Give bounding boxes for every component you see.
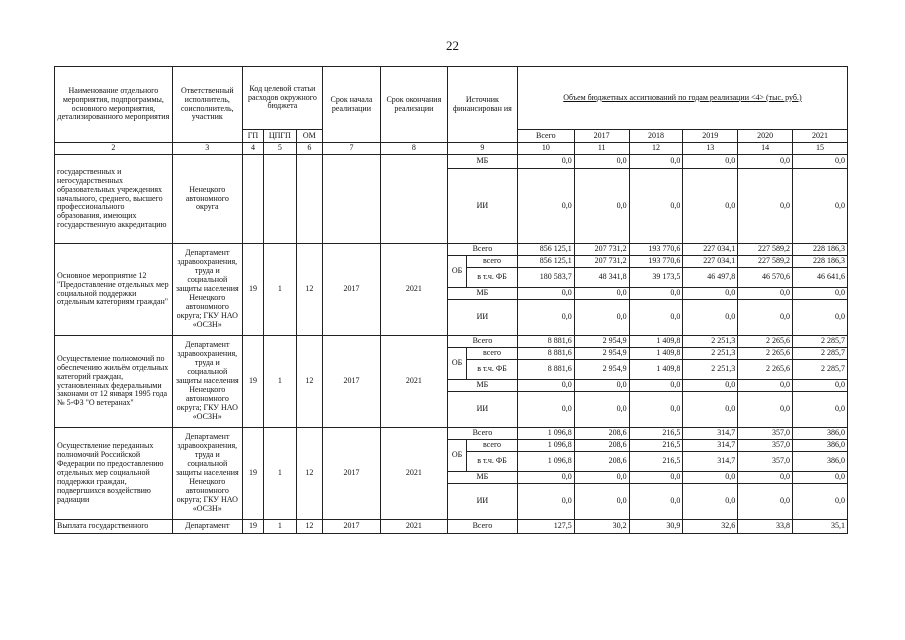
value-year: 386,0: [793, 440, 848, 452]
value-year: 35,1: [793, 520, 848, 534]
header-end: Срок окончания реализации: [380, 67, 447, 143]
source-label: МБ: [447, 288, 517, 300]
source-label: МБ: [447, 155, 517, 169]
value-year: 227 589,2: [738, 244, 793, 256]
value-year: 1 409,8: [629, 336, 683, 348]
value-year: 0,0: [738, 484, 793, 520]
value-total: 1 096,8: [517, 440, 574, 452]
value-total: 180 583,7: [517, 268, 574, 288]
value-year: 0,0: [574, 169, 629, 244]
value-year: 2 954,9: [574, 360, 629, 380]
column-index: 3: [172, 143, 242, 155]
header-ctgp: ЦПГП: [264, 130, 296, 143]
value-year: 2 954,9: [574, 348, 629, 360]
header-volume: Объем бюджетных ассигнований по годам реализации <4> (тыс. руб.): [563, 92, 802, 102]
code-ctgp: 1: [264, 244, 296, 336]
value-year: 0,0: [793, 472, 848, 484]
table-row: [55, 336, 848, 348]
end-year: 2021: [380, 336, 447, 428]
source-label: ИИ: [447, 300, 517, 336]
value-year: 207 731,2: [574, 244, 629, 256]
value-year: 0,0: [793, 300, 848, 336]
value-total: 1 096,8: [517, 428, 574, 440]
value-year: 2 285,7: [793, 348, 848, 360]
code-ctgp: 1: [264, 336, 296, 428]
value-total: 0,0: [517, 472, 574, 484]
header-volume-cell: [517, 67, 847, 130]
value-year: 0,0: [629, 300, 683, 336]
value-year: 0,0: [574, 288, 629, 300]
value-year: 216,5: [629, 440, 683, 452]
value-year: 30,9: [629, 520, 683, 534]
code-gp: [242, 155, 263, 244]
value-year: 2 251,3: [683, 336, 738, 348]
value-year: 2 265,6: [738, 360, 793, 380]
value-year: 0,0: [683, 155, 738, 169]
value-year: 0,0: [793, 169, 848, 244]
column-index: 2: [55, 143, 173, 155]
value-year: 0,0: [574, 484, 629, 520]
source-label: Всего: [447, 520, 517, 534]
value-year: 0,0: [683, 380, 738, 392]
value-year: 216,5: [629, 428, 683, 440]
column-index: 5: [264, 143, 296, 155]
code-om: 12: [296, 428, 322, 520]
value-year: 0,0: [738, 300, 793, 336]
start-year: 2017: [323, 244, 381, 336]
value-year: 0,0: [793, 288, 848, 300]
header-year: 2018: [629, 130, 683, 143]
value-year: 2 285,7: [793, 336, 848, 348]
value-year: 193 770,6: [629, 244, 683, 256]
value-year: 193 770,6: [629, 256, 683, 268]
source-label: всего: [467, 348, 518, 360]
measure-name: Выплата государственного: [55, 520, 173, 534]
value-year: 0,0: [793, 155, 848, 169]
value-year: 357,0: [738, 452, 793, 472]
value-year: 0,0: [738, 392, 793, 428]
value-year: 1 409,8: [629, 348, 683, 360]
value-year: 33,8: [738, 520, 793, 534]
column-index: 8: [380, 143, 447, 155]
value-year: 0,0: [683, 288, 738, 300]
value-total: 8 881,6: [517, 348, 574, 360]
value-year: 0,0: [574, 392, 629, 428]
value-year: 314,7: [683, 440, 738, 452]
value-year: 0,0: [629, 169, 683, 244]
value-total: 0,0: [517, 155, 574, 169]
value-year: 0,0: [683, 392, 738, 428]
value-year: 2 251,3: [683, 348, 738, 360]
code-ctgp: 1: [264, 428, 296, 520]
source-label: ИИ: [447, 392, 517, 428]
value-year: 0,0: [793, 392, 848, 428]
measure-name: Осуществление полномочий по обеспечению жильём отдельных категорий граждан, установленных федеральными законами от 12 января 1995 года № 5-ФЗ "О ветеранах": [55, 336, 173, 428]
value-year: 208,6: [574, 428, 629, 440]
executor: Департамент: [172, 520, 242, 534]
value-year: 0,0: [683, 300, 738, 336]
value-year: 48 341,8: [574, 268, 629, 288]
value-year: 227 034,1: [683, 244, 738, 256]
column-index: 13: [683, 143, 738, 155]
column-index: 15: [793, 143, 848, 155]
source-label: в т.ч. ФБ: [467, 360, 518, 380]
value-year: 0,0: [629, 484, 683, 520]
code-gp: 19: [242, 336, 263, 428]
measure-name: Осуществление переданных полномочий Российской Федерации по предоставлению отдельных мер социальной поддержки граждан, подвергшихся воздействию радиации: [55, 428, 173, 520]
value-year: 314,7: [683, 452, 738, 472]
column-index: 9: [447, 143, 517, 155]
column-index: 11: [574, 143, 629, 155]
source-label: в т.ч. ФБ: [467, 452, 518, 472]
value-year: 357,0: [738, 428, 793, 440]
start-year: 2017: [323, 336, 381, 428]
value-year: 46 497,8: [683, 268, 738, 288]
start-year: [323, 155, 381, 244]
value-year: 216,5: [629, 452, 683, 472]
header-year: 2021: [793, 130, 848, 143]
code-ctgp: 1: [264, 520, 296, 534]
value-year: 0,0: [629, 155, 683, 169]
value-total: 8 881,6: [517, 336, 574, 348]
header-year: 2017: [574, 130, 629, 143]
executor: Департамент здравоохранения, труда и социальной защиты населения Ненецкого автономного округа; ГКУ НАО «ОСЗН»: [172, 244, 242, 336]
value-year: 30,2: [574, 520, 629, 534]
table-row: [55, 520, 848, 534]
source-label: ИИ: [447, 484, 517, 520]
measure-name: Основное мероприятие 12 "Предоставление отдельных мер социальной поддержки отдельным категориям граждан": [55, 244, 173, 336]
value-year: 0,0: [683, 484, 738, 520]
source-parent: ОБ: [447, 348, 466, 380]
table-row: [55, 428, 848, 440]
header-source: Источник финансирован ия: [447, 67, 517, 143]
value-year: 314,7: [683, 428, 738, 440]
value-year: 1 409,8: [629, 360, 683, 380]
code-gp: 19: [242, 520, 263, 534]
start-year: 2017: [323, 520, 381, 534]
header-executor: Ответственный исполнитель, соисполнитель, участник: [172, 67, 242, 143]
value-year: 0,0: [574, 155, 629, 169]
value-year: 2 265,6: [738, 348, 793, 360]
value-total: 0,0: [517, 288, 574, 300]
value-total: 0,0: [517, 300, 574, 336]
code-gp: 19: [242, 428, 263, 520]
value-year: 2 265,6: [738, 336, 793, 348]
source-label: всего: [467, 256, 518, 268]
source-parent: ОБ: [447, 256, 466, 288]
value-total: 1 096,8: [517, 452, 574, 472]
end-year: 2021: [380, 428, 447, 520]
code-om: 12: [296, 520, 322, 534]
column-index: 7: [323, 143, 381, 155]
column-index: 14: [738, 143, 793, 155]
code-om: 12: [296, 336, 322, 428]
column-index: 12: [629, 143, 683, 155]
value-year: 208,6: [574, 452, 629, 472]
source-label: Всего: [447, 428, 517, 440]
source-label: МБ: [447, 380, 517, 392]
value-year: 208,6: [574, 440, 629, 452]
executor: Ненецкого автономного округа: [172, 155, 242, 244]
value-year: 228 186,3: [793, 256, 848, 268]
value-year: 0,0: [629, 472, 683, 484]
value-year: 2 285,7: [793, 360, 848, 380]
source-label: в т.ч. ФБ: [467, 268, 518, 288]
value-year: 0,0: [738, 169, 793, 244]
value-year: 0,0: [683, 169, 738, 244]
end-year: [380, 155, 447, 244]
value-year: 0,0: [793, 380, 848, 392]
page-number: 22: [446, 38, 459, 53]
column-index: 4: [242, 143, 263, 155]
code-gp: 19: [242, 244, 263, 336]
value-total: 127,5: [517, 520, 574, 534]
value-year: 39 173,5: [629, 268, 683, 288]
code-om: [296, 155, 322, 244]
value-total: 0,0: [517, 484, 574, 520]
source-label: Всего: [447, 244, 517, 256]
header-year: 2019: [683, 130, 738, 143]
value-total: 0,0: [517, 380, 574, 392]
value-year: 0,0: [629, 288, 683, 300]
value-year: 0,0: [738, 472, 793, 484]
source-label: Всего: [447, 336, 517, 348]
value-year: 357,0: [738, 440, 793, 452]
header-total: Всего: [517, 130, 574, 143]
value-year: 0,0: [738, 288, 793, 300]
source-label: всего: [467, 440, 518, 452]
value-year: 0,0: [738, 380, 793, 392]
end-year: 2021: [380, 520, 447, 534]
header-year: 2020: [738, 130, 793, 143]
executor: Департамент здравоохранения, труда и социальной защиты населения Ненецкого автономного округа; ГКУ НАО «ОСЗН»: [172, 428, 242, 520]
source-label: МБ: [447, 472, 517, 484]
table-row: [55, 155, 848, 169]
value-year: 207 731,2: [574, 256, 629, 268]
table-row: [55, 244, 848, 256]
value-year: 2 954,9: [574, 336, 629, 348]
column-index-row: [55, 143, 848, 155]
source-label: ИИ: [447, 169, 517, 244]
column-index: 10: [517, 143, 574, 155]
value-year: 0,0: [683, 472, 738, 484]
header-start: Срок начала реализации: [323, 67, 381, 143]
value-year: 46 570,6: [738, 268, 793, 288]
budget-table: [54, 66, 848, 534]
value-year: 386,0: [793, 452, 848, 472]
value-year: 0,0: [629, 392, 683, 428]
value-year: 227 589,2: [738, 256, 793, 268]
value-year: 0,0: [574, 472, 629, 484]
value-year: 0,0: [574, 380, 629, 392]
code-om: 12: [296, 244, 322, 336]
value-year: 386,0: [793, 428, 848, 440]
value-year: 0,0: [574, 300, 629, 336]
value-year: 32,6: [683, 520, 738, 534]
source-parent: ОБ: [447, 440, 466, 472]
value-total: 856 125,1: [517, 256, 574, 268]
header-code-group: Код целевой статьи расходов окружного бюджета: [242, 67, 322, 130]
value-year: 0,0: [793, 484, 848, 520]
executor: Департамент здравоохранения, труда и социальной защиты населения Ненецкого автономного округа; ГКУ НАО «ОСЗН»: [172, 336, 242, 428]
header-gp: ГП: [242, 130, 263, 143]
value-total: 0,0: [517, 169, 574, 244]
end-year: 2021: [380, 244, 447, 336]
value-year: 0,0: [629, 380, 683, 392]
header-om: ОМ: [296, 130, 322, 143]
value-year: 46 641,6: [793, 268, 848, 288]
value-year: 228 186,3: [793, 244, 848, 256]
header-name: Наименование отдельного мероприятия, подпрограммы, основного мероприятия, детализированного мероприятия: [55, 67, 173, 143]
code-ctgp: [264, 155, 296, 244]
value-total: 8 881,6: [517, 360, 574, 380]
value-year: 227 034,1: [683, 256, 738, 268]
value-year: 0,0: [738, 155, 793, 169]
value-total: 0,0: [517, 392, 574, 428]
column-index: 6: [296, 143, 322, 155]
measure-name: государственных и негосударственных образовательных учреждениях начального, среднего, высшего профессионального образования, имеющих государственную аккредитацию: [55, 155, 173, 244]
value-total: 856 125,1: [517, 244, 574, 256]
value-year: 2 251,3: [683, 360, 738, 380]
start-year: 2017: [323, 428, 381, 520]
